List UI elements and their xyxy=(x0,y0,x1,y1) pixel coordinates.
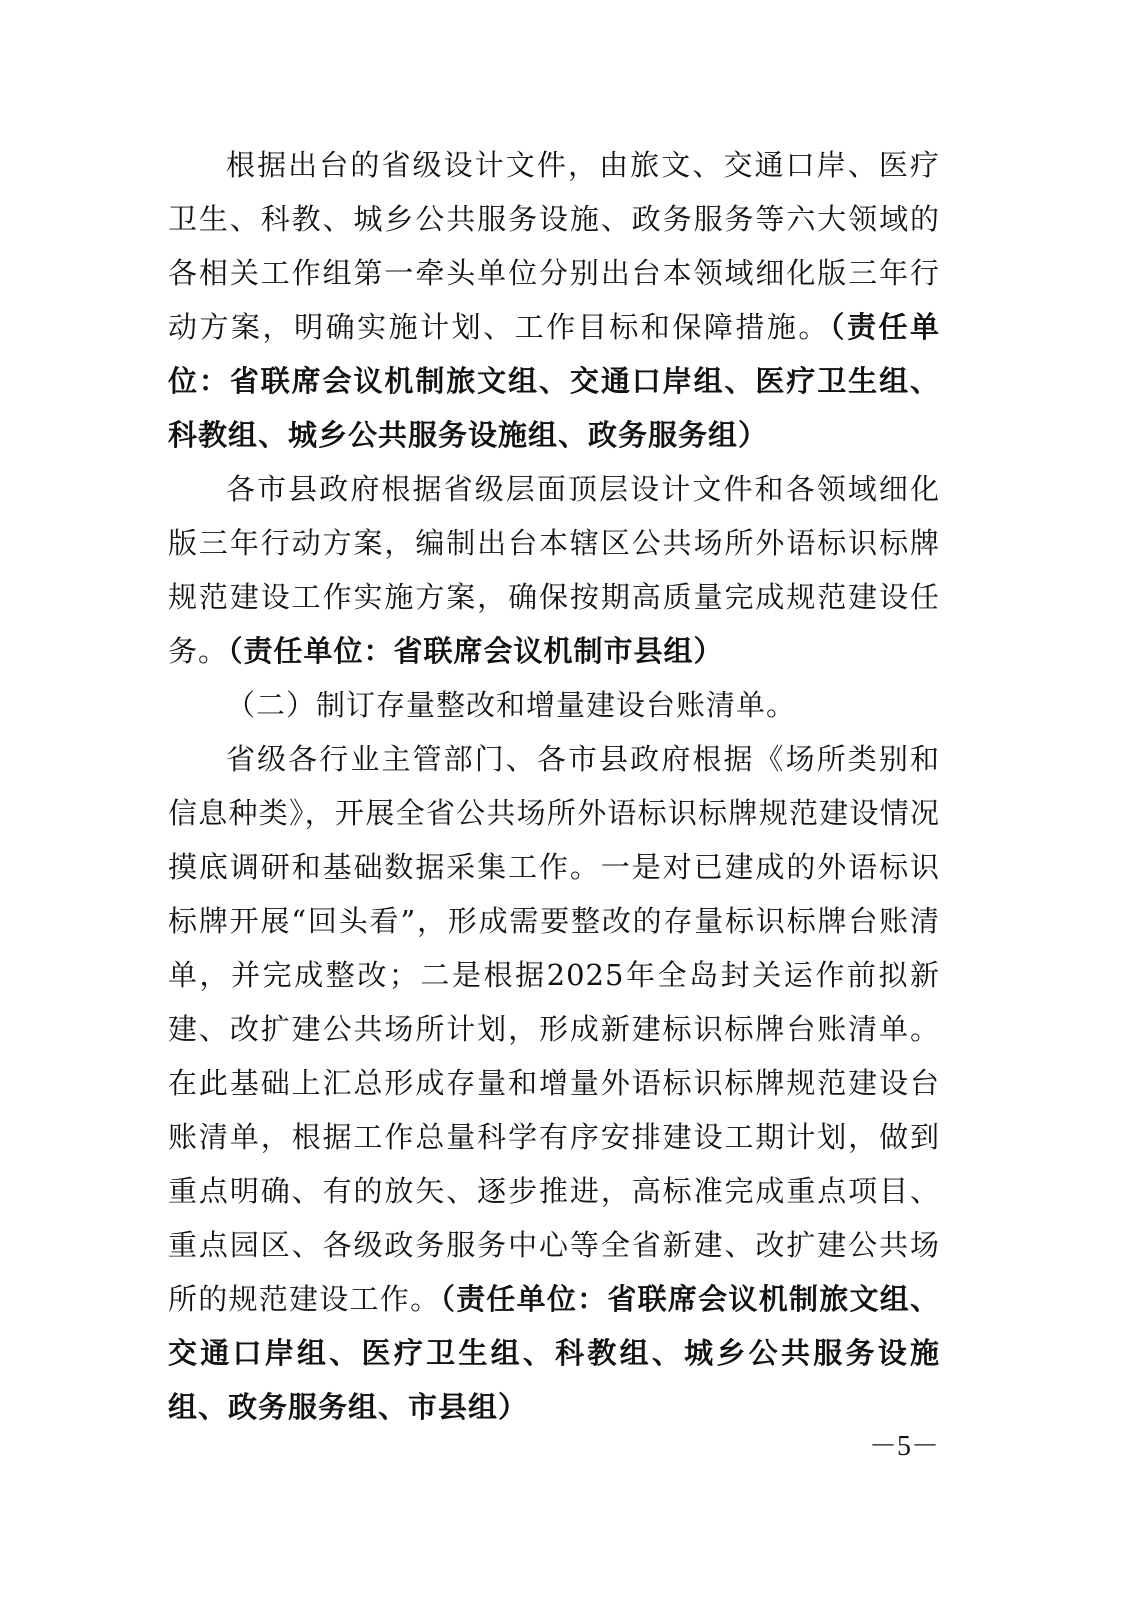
document-body xyxy=(168,138,940,1434)
section-heading-text: （二）制订存量整改和增量建设台账清单。 xyxy=(226,688,797,722)
paragraph-text: 根据出台的省级设计文件，由旅文、交通口岸、医疗卫生、科教、城乡公共服务设施、政务服务等六大领域的各相关工作组第一牵头单位分别出台本领域细化版三年行动方案，明确实施计划、工作目标和保障措施。 xyxy=(168,148,940,344)
responsibility-note: （责任单位：省联席会议机制旅文组、交通口岸组、医疗卫生组、科教组、城乡公共服务设施组、政务服务组） xyxy=(168,310,940,452)
responsibility-note: （责任单位：省联席会议机制市县组） xyxy=(228,634,724,668)
section-heading xyxy=(168,678,940,732)
paragraph-provincial-plans xyxy=(168,138,940,462)
responsibility-note: （责任单位：省联席会议机制旅文组、交通口岸组、医疗卫生组、科教组、城乡公共服务设施组、政务服务组、市县组） xyxy=(168,1282,940,1424)
paragraph-ledger-list xyxy=(168,732,940,1434)
paragraph-text: 各市县政府根据省级层面顶层设计文件和各领域细化版三年行动方案，编制出台本辖区公共场所外语标识标牌规范建设工作实施方案，确保按期高质量完成规范建设任务。 xyxy=(168,472,940,668)
page-number: －5－ xyxy=(868,1431,939,1462)
paragraph-county-plans xyxy=(168,462,940,678)
paragraph-text: 省级各行业主管部门、各市县政府根据《场所类别和信息种类》，开展全省公共场所外语标识标牌规范建设情况摸底调研和基础数据采集工作。一是对已建成的外语标识标牌开展“回头看”，形成需要整改的存量标识标牌台账清单，并完成整改；二是根据2025年全岛封关运作前拟新建、改扩建公共场所计划，形成新建标识标牌台账清单。在此基础上汇总形成存量和增量外语标识标牌规范建设台账清单，根据工作总量科学有序安排建设工期计划，做到重点明确、有的放矢、逐步推进，高标准完成重点项目、重点园区、各级政务服务中心等全省新建、改扩建公共场所的规范建设工作。 xyxy=(168,742,940,1316)
